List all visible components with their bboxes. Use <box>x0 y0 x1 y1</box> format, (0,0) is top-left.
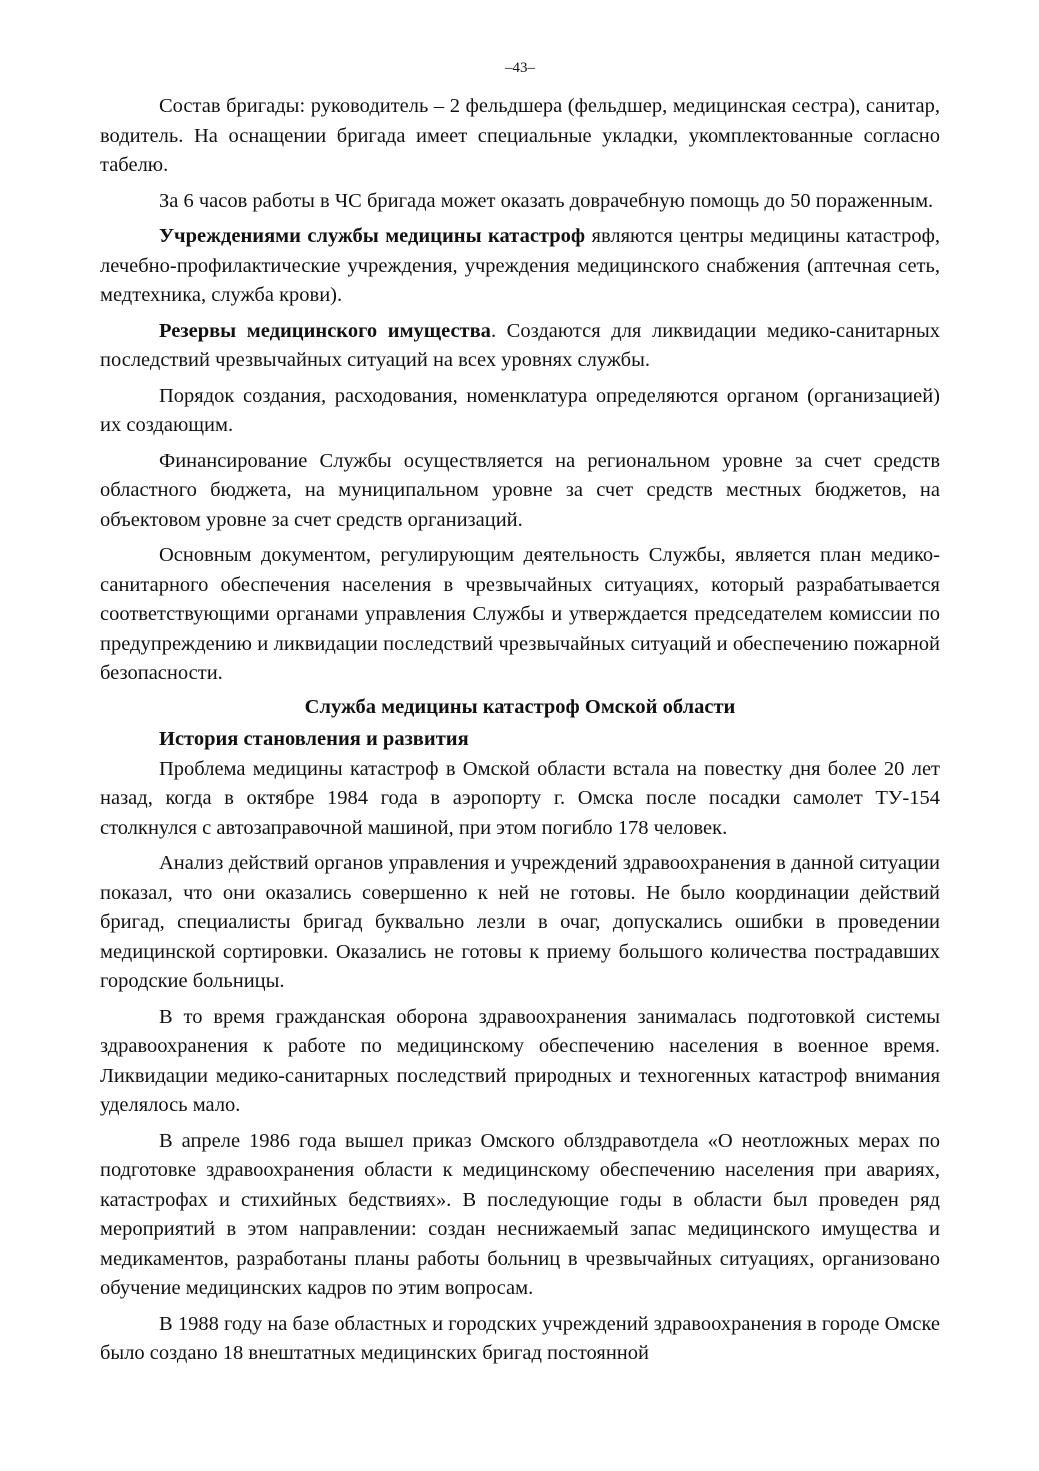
bold-term-institutions: Учреждениями службы медицины катастроф <box>159 225 586 247</box>
paragraph-procedure: Порядок создания, расходования, номенклатура определяются органом (организацией) их создающим. <box>100 384 940 436</box>
paragraph-history-problem: Проблема медицины катастроф в Омской области встала на повестку дня более 20 лет назад, когда в октябре 1984 года в аэропорту г. Омска после посадки самолет ТУ-154 столкнулся с автозаправочной машиной, при этом погибло 178 человек. <box>100 757 940 839</box>
paragraph-brigade-composition: Состав бригады: руководитель – 2 фельдшера (фельдшер, медицинская сестра), санитар, водитель. На оснащении бригада имеет специальные укладки, укомплектованные согласно табелю. <box>100 95 940 176</box>
section-title: Служба медицины катастроф Омской области <box>304 695 736 718</box>
paragraph-analysis: Анализ действий органов управления и учреждений здравоохранения в данной ситуации показал, что они оказались совершенно к ней не готовы. Не было координации действий бригад, специалисты бригад буквально лезли в очаг, допускались ошибки в проведении медицинской сортировки. Оказались не готовы к приему большого количества пострадавших городские больницы. <box>100 852 940 992</box>
paragraph-order-1986: В апреле 1986 года вышел приказ Омского облздравотдела «О неотложных мерах по подготовке здравоохранения области к медицинскому обеспечению населения при авариях, катастрофах и стихийных бедствиях». В последующие годы в области был проведен ряд мероприятий в этом направлении: создан неснижаемый запас медицинского имущества и медикаментов, разработаны планы работы больниц в чрезвычайных ситуациях, организовано обучение медицинских кадров по этим вопросам. <box>100 1129 940 1299</box>
bold-term-reserves: Резервы медицинского имущества <box>159 319 491 342</box>
paragraph-year-1988: В 1988 году на базе областных и городских учреждений здравоохранения в городе Омске было создано 18 внештатных медицинских бригад постоянной <box>100 1312 940 1364</box>
paragraph-institutions <box>100 222 940 311</box>
paragraph-civil-defense: В то время гражданская оборона здравоохранения занималась подготовкой системы здравоохранения к работе по медицинскому обеспечению населения в военное время. Ликвидации медико-санитарных последствий природных и техногенных катастроф внимания уделялось мало. <box>100 1005 940 1116</box>
paragraph-brigade-capacity: За 6 часов работы в ЧС бригада может оказать доврачебную помощь до 50 пораженным. <box>159 189 934 212</box>
paragraph-main-document: Основным документом, регулирующим деятельность Службы, является план медико-санитарного обеспечения населения в чрезвычайных ситуациях, который разрабатывается соответствующими органами управления Службы и утверждается председателем комиссии по предупреждению и ликвидации последствий чрезвычайных ситуаций и обеспечению пожарной безопасности. <box>100 544 940 684</box>
page-number: –43– <box>505 60 535 76</box>
paragraph-reserves-text: . Создаются для ликвидации медико-санитарных последствий чрезвычайных ситуаций на всех уровнях службы. <box>100 319 940 371</box>
subsection-title: История становления и развития <box>159 728 469 750</box>
document-page <box>100 58 940 1369</box>
paragraph-reserves <box>100 317 940 376</box>
paragraph-financing: Финансирование Службы осуществляется на региональном уровне за счет средств областного бюджета, на муниципальном уровне за счет средств местных бюджетов, на объектовом уровне за счет средств организаций. <box>100 449 940 531</box>
paragraph-institutions-text: являются центры медицины катастроф, лечебно-профилактические учреждения, учреждения медицинского снабжения (аптечная сеть, медтехника, служба крови). <box>100 225 940 306</box>
